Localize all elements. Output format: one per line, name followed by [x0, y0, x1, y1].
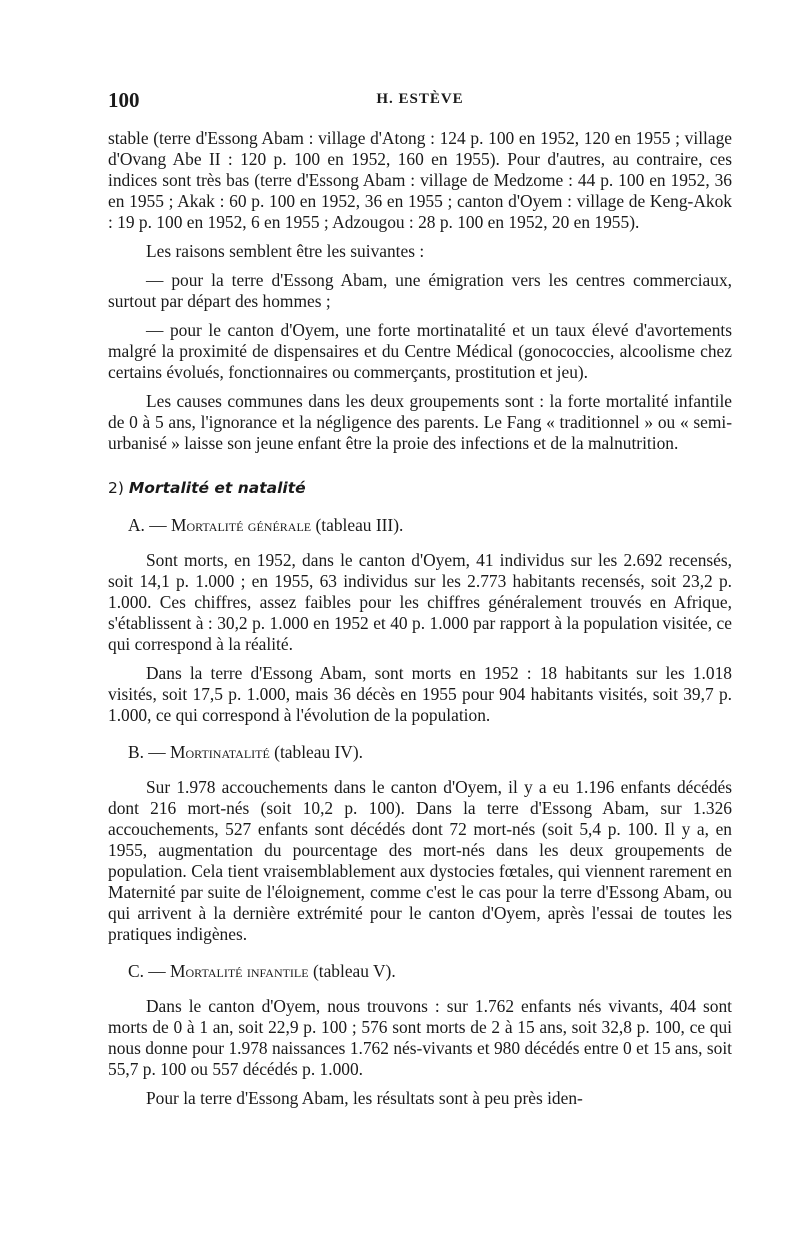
subhead-b-letter: B. —	[128, 742, 166, 762]
paragraph-common-causes: Les causes communes dans les deux groupements sont : la forte mortalité infantile de 0 à 5 ans, l'ignorance et la négligence des parents. Le Fang « traditionnel » ou « semi-urbanisé » laisse son jeune enfant être la proie des infections et de la malnutrition.	[108, 391, 732, 453]
paragraph-infant-essong: Pour la terre d'Essong Abam, les résultats sont à peu près iden-	[146, 1088, 583, 1108]
paragraph-reason-essong: — pour la terre d'Essong Abam, une émigration vers les centres commerciaux, surtout par départ des hommes ;	[108, 270, 732, 311]
paragraph-mortality-essong: Dans la terre d'Essong Abam, sont morts en 1952 : 18 habitants sur les 1.018 visités, soit 17,5 p. 1.000, mais 36 décès en 1955 pour 904 habitants visités, soit 39,7 p. 1.000, ce qui correspond à l'évolution de la population.	[108, 663, 732, 725]
body-text	[108, 128, 732, 1109]
subhead-b	[108, 742, 732, 763]
section-title-text: Mortalité et natalité	[128, 479, 306, 497]
subhead-a-title: Mortalité générale	[171, 515, 312, 535]
subhead-b-title: Mortinatalité	[170, 742, 270, 762]
subhead-a-ref: (tableau III).	[315, 515, 404, 535]
subhead-c-ref: (tableau V).	[312, 961, 396, 981]
page-number: 100	[108, 88, 140, 112]
section-title	[108, 478, 732, 499]
paragraph-reason-oyem: — pour le canton d'Oyem, une forte mortinatalité et un taux élevé d'avortements malgré la proximité de dispensaires et du Centre Médical (gonococcies, alcoolisme chez certains évolués, fonctionnaires ou commerçants, prostitution et jeu).	[108, 320, 732, 382]
subhead-c	[108, 961, 732, 982]
subhead-c-title: Mortalité infantile	[170, 961, 309, 981]
subhead-c-letter: C. —	[128, 961, 166, 981]
subhead-a	[108, 515, 732, 536]
page-header	[108, 88, 732, 112]
running-head: H. ESTÈVE	[376, 91, 464, 107]
paragraph-continuation: stable (terre d'Essong Abam : village d'Atong : 124 p. 100 en 1952, 120 en 1955 ; village d'Ovang Abe II : 120 p. 100 en 1952, 160 en 1955). Pour d'autres, au contraire, ces indices sont très bas (terre d'Essong Abam : village de Medzome : 44 p. 100 en 1952, 36 en 1955 ; Akak : 60 p. 100 en 1952, 36 en 1955 ; canton d'Oyem : village de Keng-Akok : 19 p. 100 en 1952, 6 en 1955 ; Adzougou : 28 p. 100 en 1952, 20 en 1955).	[108, 128, 732, 232]
paragraph-reasons-intro: Les raisons semblent être les suivantes :	[146, 241, 425, 261]
paragraph-infant-oyem: Dans le canton d'Oyem, nous trouvons : sur 1.762 enfants nés vivants, 404 sont morts de 0 à 1 an, soit 22,9 p. 100 ; 576 sont morts de 2 à 15 ans, soit 32,8 p. 100, ce qui nous donne pour 1.978 naissances 1.762 nés-vivants et 980 décédés entre 0 et 15 ans, soit 55,7 p. 100 ou 557 décédés p. 1.000.	[108, 996, 732, 1079]
section-number: 2)	[108, 479, 124, 497]
paragraph-stillbirth: Sur 1.978 accouchements dans le canton d'Oyem, il y a eu 1.196 enfants décédés dont 216 mort-nés (soit 10,2 p. 100). Dans la terre d'Essong Abam, sur 1.326 accouchements, 527 enfants sont décédés dont 72 mort-nés (soit 5,4 p. 100. Il y a, en 1955, augmentation du pourcentage des mort-nés dans les deux groupements de population. Cela tient vraisemblablement aux dystocies fœtales, qui viennent rarement en Maternité par suite de l'éloignement, comme c'est le cas pour la terre d'Essong Abam, ou qui arrivent à la dernière extrémité pour le canton d'Oyem, après l'essai de toutes les pratiques indigènes.	[108, 777, 732, 944]
subhead-a-letter: A. —	[128, 515, 167, 535]
paragraph-mortality-oyem: Sont morts, en 1952, dans le canton d'Oyem, 41 individus sur les 2.692 recensés, soit 14,1 p. 1.000 ; en 1955, 63 individus sur les 2.773 habitants recensés, soit 23,2 p. 1.000. Ces chiffres, assez faibles pour les chiffres généralement trouvés en Afrique, s'établissent à : 30,2 p. 1.000 en 1952 et 40 p. 1.000 par rapport à la population visitée, ce qui correspond à la réalité.	[108, 550, 732, 654]
subhead-b-ref: (tableau IV).	[274, 742, 364, 762]
